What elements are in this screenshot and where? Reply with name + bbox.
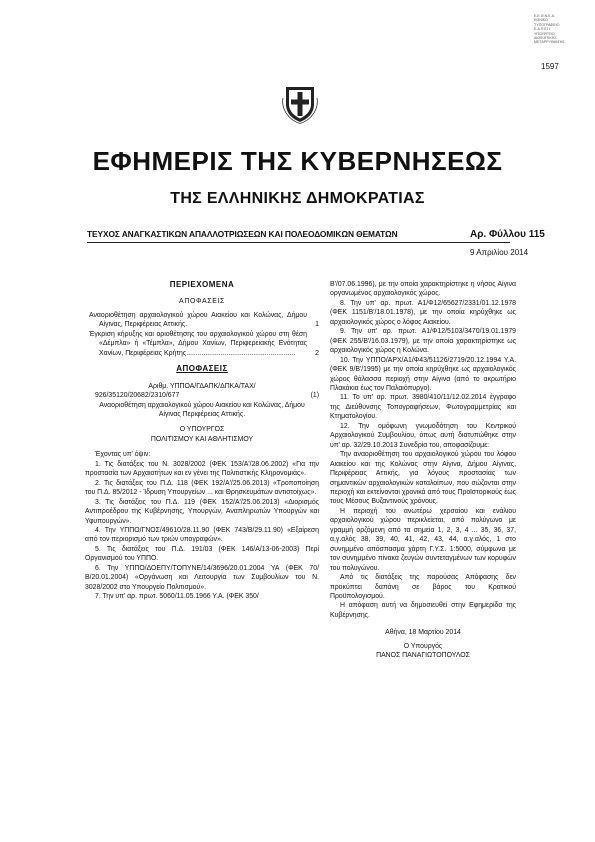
page-number: 1597 bbox=[541, 62, 559, 71]
contents-item-page: 2 bbox=[315, 349, 319, 357]
paragraph: 4. Την ΥΠΠΟ/ΓΝΟΣ/49610/28.11.90 (ΦΕΚ 743/Β/29.11.90) «Εξαίρεση από τον περιορισμό των τριών υπογραφών». bbox=[85, 526, 319, 544]
contents-heading: ΠΕΡΙΕΧΟΜΕΝΑ bbox=[169, 280, 235, 289]
left-column bbox=[85, 280, 319, 602]
minister-title: Ο ΥΠΟΥΡΓΟΣ bbox=[179, 426, 225, 434]
gazette-subtitle: ΤΗΣ ΕΛΛΗΝΙΚΗΣ ΔΗΜΟΚΡΑΤΙΑΣ bbox=[170, 190, 425, 207]
minister-title: ΠΟΛΙΤΙΣΜΟΥ ΚΑΙ ΑΘΛΗΤΙΣΜΟΥ bbox=[150, 435, 254, 443]
contents-item-text: Αναοριοθέτηση αρχαιολογικού χώρου Αιακείου και Κολώνας, Δήμου Αίγινας, Περιφέρειας Αττικής. bbox=[89, 311, 307, 329]
place-date: Αθήνα, 18 Μαρτίου 2014 bbox=[385, 629, 461, 637]
paragraph: 12. Την ομόφωνη γνωμοδότηση του Κεντρικού Αρχαιολογικού Συμβουλίου, όπως αυτή διατυπώθηκε στην υπ' αρ. 32/29.10.2013 Συνεδρία του, αποφασίζουμε: bbox=[330, 422, 516, 449]
sheet-number: Αρ. Φύλλου 115 bbox=[470, 229, 545, 240]
publisher-stamp bbox=[534, 14, 578, 45]
stamp-line: Ε.Ε.Θ.Ν.Ε.Α. bbox=[534, 14, 555, 18]
signer-name: ΠΑΝΟΣ ΠΑΝΑΓΙΩΤΟΠΟΥΛΟΣ bbox=[376, 652, 470, 660]
paragraph: Β'/07.06.1996), με την οποία χαρακτηρίστηκε η νήσος Αίγινα οργανωμένος αρχαιολογικός χώρος. bbox=[330, 281, 516, 298]
paragraph: Η απόφαση αυτή να δημοσιευθεί στην Εφημερίδα της Κυβέρνησης. bbox=[330, 602, 516, 619]
paragraph: 9. Την υπ' αρ. πρωτ. Α1/Φ12/5103/3470/19.01.1979 (ΦΕΚ 255/Β'/16.03.1979), με την οποία χαρακτηρίστηκε ως αρχαιολογικός χώρος η Κολώνα. bbox=[330, 328, 516, 355]
stamp-line: ΤΥΠΟΓΡΑΦΕΙΟ bbox=[534, 22, 560, 27]
decisions-heading: ΑΠΟΦΑΣΕΙΣ bbox=[176, 364, 228, 374]
paragraph: 8. Την υπ' αρ. πρωτ. Α1/Φ12/65627/2331/01.12.1978 (ΦΕΚ 1151/Β'/18.01.1978), με την οποία κηρύχθηκε ως αρχαιολογικός χώρος ο λόφος Αιακείου. bbox=[330, 299, 516, 326]
paragraph: Η περιοχή του ανωτέρω χερσαίου και ενάλιου αρχαιολογικού χώρου περικλείεται, από πολύγωνο με γραμμή ορζόμενη από τα σημεία 1, 2, 3, 4 ... 35, 36, 37, α.γ.αλός 38, 39, 40, 41, 42, 43, 44, α.γ.αλός, 1 στο συνημμένο απόσπασμα χάρτη Γ.Υ.Σ. 1:5000, σύμφωνα με τον συνημμένο πίνακα ζευγών συντεταγμένων των κορυφών του πολυγώνου. bbox=[330, 507, 516, 572]
stamp-line: Ε.Α.Π.ΕΙ.Ι. bbox=[534, 27, 551, 32]
decision-subject: Αναοριοθέτηση αρχαιολογικού χώρου Αιακείου και Κολώνας, Δήμου Αίγινας Περιφέρειας Αττικής. bbox=[99, 401, 305, 418]
coat-of-arms-icon bbox=[282, 84, 318, 124]
contents-item bbox=[85, 330, 319, 358]
contents-subheading: ΑΠΟΦΑΣΕΙΣ bbox=[179, 298, 225, 306]
paragraph: 10. Την ΥΠΠΟ/ΑΡΧ/Α1/Φ43/51126/2719/20.12.1994 Υ.Α. (ΦΕΚ 9/Β'/1995) με την οποία κηρύχθηκε ως αρχαιολογικός χώρος θάλασσα περιοχή στην Αίγινα (από το ακρωτήριο Πλακάκια έως τον Παλαιόπυργο). bbox=[330, 356, 516, 392]
issue-type: ΤΕΥΧΟΣ ΑΝΑΓΚΑΣΤΙΚΩΝ ΑΠΑΛΛΟΤΡΙΩΣΕΩΝ ΚΑΙ ΠΟΛΕΟΔΟΜΙΚΩΝ ΘΕΜΑΤΩΝ bbox=[87, 229, 398, 239]
paragraph: 2. Τις διατάξεις του Π.Δ. 118 (ΦΕΚ 192/Α'/25.06.2013) «Τροποποίηση του Π.Δ. 85/2012 - Ίδρυση Υπουργείων ... και Θρησκευμάτων αντιστοίχως». bbox=[85, 479, 319, 497]
paragraph: 3. Τις διατάξεις του Π.Δ. 119 (ΦΕΚ 152/Α'/25.06.2013) «Διορισμός Αντιπροέδρου της Κυβέρνησης, Υπουργών, Αναπληρωτών Υπουργών και Υφυπουργών». bbox=[85, 498, 319, 525]
paragraph: Από τις διατάξεις της παρούσας Απόφασης δεν προκύπτει δαπάνη σε βάρος του Κρατικού Προϋπολογισμού. bbox=[330, 574, 516, 600]
stamp-line: ΕΘΝΙΚΟ bbox=[534, 18, 548, 23]
having-regard: Έχοντας υπ' όψιν: bbox=[95, 451, 151, 459]
decision-ref: Αριθμ. ΥΠΠΟΑ/ΓΔΑΠΚ/ΔΠΚΑ/ΤΑΧ/ bbox=[148, 382, 256, 390]
decision-ref: 926/35120/20682/2310/677 bbox=[95, 392, 180, 400]
stamp-line: ΔΙΟΙΚΗΤΙΚΗΣ bbox=[534, 36, 557, 41]
right-column bbox=[330, 280, 516, 661]
signature-block bbox=[330, 628, 516, 660]
stamp-line: ΥΠΟΥΡΓΕΙΟ bbox=[534, 31, 555, 36]
header-rule bbox=[87, 242, 510, 243]
paragraph: 1. Τις διατάξεις του Ν. 3028/2002 (ΦΕΚ 153/Α'/28.06.2002) «Για την προστασία των Αρχαιοτήτων και εν γένει της Πολιτιστικής Κληρονομιάς». bbox=[85, 460, 319, 478]
decision-ref-mark: (1) bbox=[310, 392, 319, 400]
stamp-line: ΜΕΤΑΡΡΥΘΜΙΣΗΣ bbox=[534, 40, 565, 45]
contents-item-page: 1 bbox=[315, 321, 319, 329]
gazette-title: ΕΦΗΜΕΡΙΣ ΤΗΣ ΚΥΒΕΡΝΗΣΕΩΣ bbox=[92, 146, 503, 176]
paragraph: 6. Την ΥΠΠΟ/ΔΟΕΠΥ/ΤΟΠΥΝΕ/14/3696/20.01.2004 ΥΑ (ΦΕΚ 70/Β/20.01.2004) «Οργάνωση και Λειτουργία των Συμβουλίων του Ν. 3028/2002 στο Υπουργείο Πολιτισμού». bbox=[85, 564, 319, 591]
paragraph: 7. Την υπ' αρ. πρωτ. 5060/11.05.1966 Υ.Α. (ΦΕΚ 350/ bbox=[95, 593, 259, 601]
contents-item bbox=[85, 311, 319, 330]
paragraph: 5. Τις διατάξεις του Π.Δ. 191/03 (ΦΕΚ 146/Α/13-06-2003) Περί Οργανισμού του ΥΠΠΟ. bbox=[85, 545, 319, 563]
signer-title: Ο Υπουργός bbox=[403, 642, 443, 650]
contents-item-text: Έγκριση κήρυξης και οριοθέτησης του αρχαιολογικού χώρου στη θέση «Δέμπλα» ή «Τέμπλα», Δήμου Χανίων, Περιφερειακής Ενότητας Χανίων, Περιφέρειας Κρήτης......................................................... bbox=[89, 330, 307, 357]
issue-date: 9 Απριλίου 2014 bbox=[470, 248, 529, 257]
paragraph: 11. Το υπ' αρ. πρωτ. 3980/410/11/12.02.2014 έγγραφο της Διεύθυνσης Τοπογραφήσεων, Φωτογραμμετρίας και Κτηματολογίου. bbox=[330, 394, 516, 421]
paragraph: Την αναοριοθέτηση του αρχαιολογικού χώρου του λόφου Αιακείου και της Κολώνας στην Αίγινα, Δήμου Αίγινας, Περιφέρειας Αττικής, για λόγους προστασίας των σημαντικών αρχαιολογικών καταλοίπων, που σώζονται στην περιοχή και εκτείνονται χρονικά από τους Προϊστορικούς έως τους Μέσους Βυζαντινούς χρόνους. bbox=[330, 451, 516, 506]
